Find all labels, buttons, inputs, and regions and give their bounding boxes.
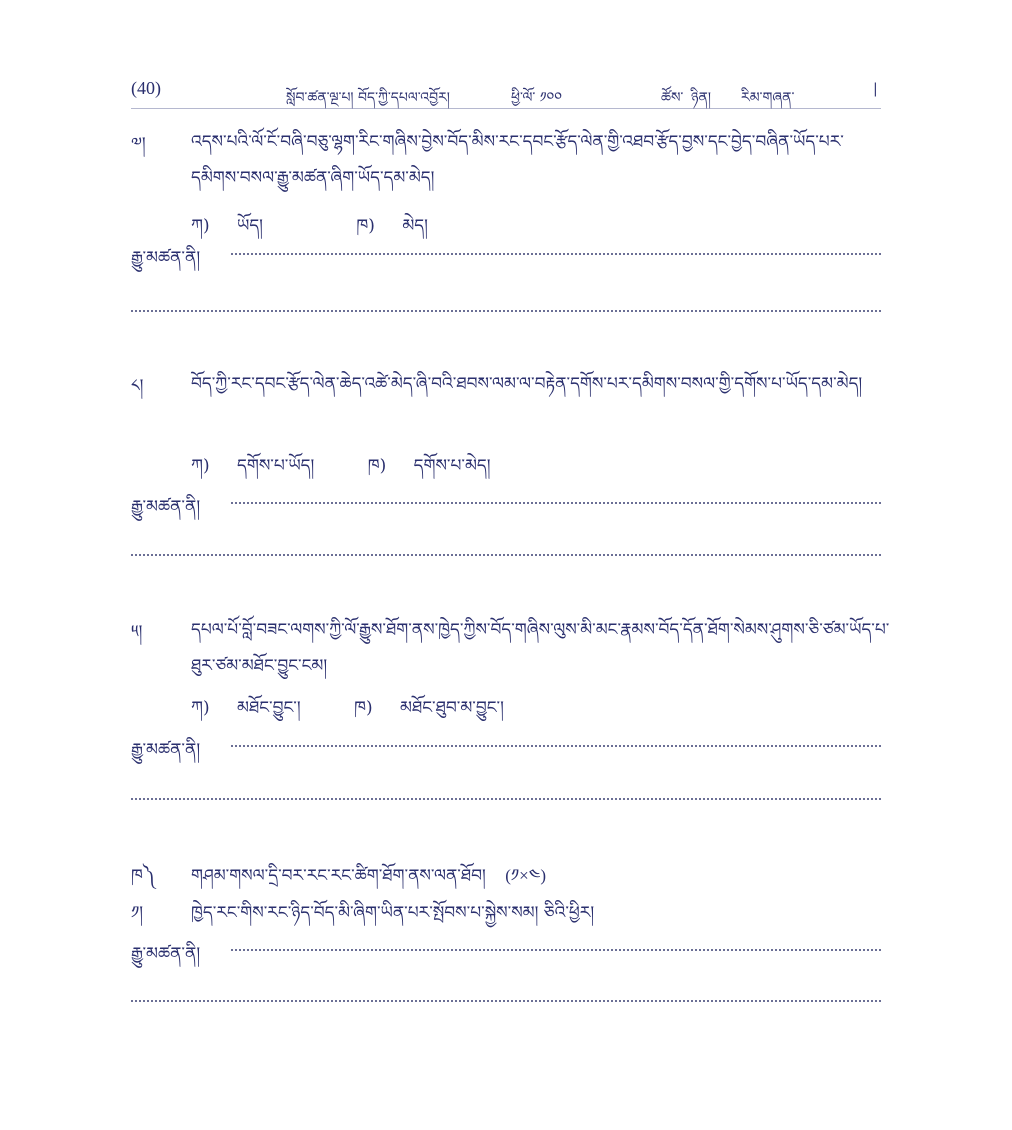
option-b[interactable] xyxy=(354,688,504,736)
question-number: ༥། xyxy=(131,622,143,642)
page-number: (40) xyxy=(131,78,161,98)
question-number: ༨། xyxy=(131,376,144,396)
answer-line[interactable] xyxy=(131,238,881,268)
question-text: ཁྱེད་རང་གིས་རང་ཉིད་བོད་མི་ཞིག་ཡིན་པར་སྤོབས་པ་སྐྱེས་སམ། ཅིའི་ཕྱིར། xyxy=(191,903,595,923)
header-year: ཕྱི་ལོ་ ༡༠༠ xyxy=(511,90,562,106)
option-a-label: ཡོད། xyxy=(237,216,263,236)
answer-label: རྒྱུ་མཚན་ནི། xyxy=(131,944,201,964)
dotted-answer-line xyxy=(231,253,881,255)
dotted-answer-line[interactable] xyxy=(131,308,881,312)
option-a-label: དགོས་པ་ཡོད། xyxy=(237,456,315,476)
dotted-answer-line xyxy=(231,745,881,747)
header-subject-b: རིམ་གཞན་ xyxy=(741,90,795,106)
question-text: བོད་ཀྱི་རང་དབང་རྩོད་ལེན་ཆེད་འཚེ་མེད་ཞི་བའི་ཐབས་ལམ་ལ་བརྟེན་དགོས་པར་དམིགས་བསལ་གྱི་དགོས་པ་ཡོད་དམ་མེད། xyxy=(191,374,863,394)
dotted-answer-line[interactable] xyxy=(131,552,881,556)
answer-options xyxy=(191,688,552,736)
answer-label: རྒྱུ་མཚན་ནི། xyxy=(131,497,201,517)
question-number: ༡། xyxy=(131,903,144,923)
header-title: སློབ་ཚན་ལྔ་པ། བོད་ཀྱི་དཔལ་འབྱོར། xyxy=(286,90,450,106)
option-b-label: མཐོང་ཐུབ་མ་བྱུང་། xyxy=(400,698,504,718)
option-b-label: དགོས་པ་མེད། xyxy=(413,456,491,476)
option-a[interactable] xyxy=(191,688,301,736)
header-subject-a: ཚོས་ xyxy=(661,90,684,106)
answer-line[interactable] xyxy=(131,934,881,964)
answer-label: རྒྱུ་མཚན་ནི། xyxy=(131,740,201,760)
header-rule-mark: | xyxy=(873,81,878,97)
section-points: (༡×༤) xyxy=(505,866,547,885)
section-heading xyxy=(131,856,891,886)
option-a-mark: ཀ) xyxy=(191,216,210,236)
dotted-answer-line[interactable] xyxy=(131,998,881,1002)
question-text: འདས་པའི་ལོ་ངོ་བཞི་བཅུ་ལྷག་རིང་གཞིས་བྱེས་བོད་མིས་རང་དབང་རྩོད་ལེན་གྱི་འཐབ་རྩོད་བྱས་དང་བྱེད་བཞིན་ཡོད་པར་དམིགས་བསལ་རྒྱུ་མཚན་ཞིག་ཡོད་དམ་མེད། xyxy=(191,132,844,188)
dotted-answer-line xyxy=(231,502,881,504)
page-header xyxy=(131,78,881,109)
answer-label: རྒྱུ་མཚན་ནི། xyxy=(131,248,201,268)
option-b-label: མེད། xyxy=(402,216,428,236)
question-block xyxy=(131,893,891,923)
option-b-mark: ཁ) xyxy=(356,216,375,236)
question-block xyxy=(131,124,891,234)
header-grade: ཉིན། xyxy=(691,90,711,106)
option-b-mark: ཁ) xyxy=(354,698,373,718)
question-block xyxy=(131,366,891,476)
question-number: ༧། xyxy=(131,134,146,154)
section-number: ཁ༽ xyxy=(131,866,156,886)
dotted-answer-line[interactable] xyxy=(131,796,881,800)
option-a-mark: ཀ) xyxy=(191,456,210,476)
section-title-text: གཤམ་གསལ་དྲི་བར་རང་རང་ཚིག་ཐོག་ནས་ལན་ཐོབ། xyxy=(191,866,486,886)
option-b-mark: ཁ) xyxy=(367,456,387,476)
dotted-answer-line xyxy=(231,949,881,951)
option-a-label: མཐོང་བྱུང་། xyxy=(237,698,301,718)
question-block xyxy=(131,612,891,722)
question-text: དཔལ་པོ་བློ་བཟང་ལགས་ཀྱི་ལོ་རྒྱུས་ཐོག་ནས་ཁྱེད་ཀྱིས་བོད་གཞིས་ལུས་མི་མང་རྣམས་བོད་དོན་ཐོག་སེམས་ཤུགས་ཅི་ཙམ་ཡོད་པ་ཐུར་ཙམ་མཐོང་བྱུང་ངམ། xyxy=(191,620,890,676)
option-a-mark: ཀ) xyxy=(191,698,210,718)
answer-line[interactable] xyxy=(131,487,881,517)
answer-line[interactable] xyxy=(131,730,881,760)
